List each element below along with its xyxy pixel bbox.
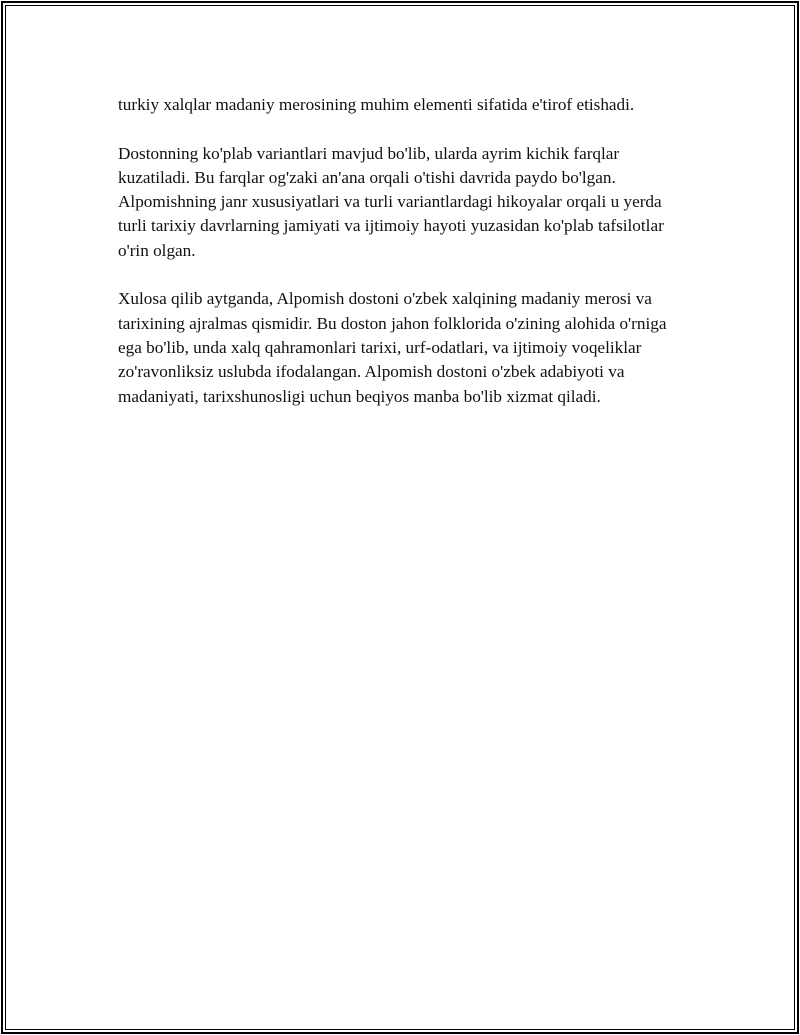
paragraph-3: Xulosa qilib aytganda, Alpomish dostoni o'zbek xalqining madaniy merosi va tarixining ajralmas qismidir. Bu doston jahon folklorida o'zining alohida o'rniga ega bo'lib, unda xalq qahramonlari tarixi, urf-odatlari, va ijtimoiy voqeliklar zo'ravonliksiz uslubda ifodalangan. Alpomish dostoni o'zbek adabiyoti va madaniyati, tarixshunosligi uchun beqiyos manba bo'lib xizmat qiladi. (118, 289, 667, 406)
document-body (118, 93, 690, 433)
paragraph-2: Dostonning ko'plab variantlari mavjud bo'lib, ularda ayrim kichik farqlar kuzatiladi. Bu farqlar og'zaki an'ana orqali o'tishi davrida paydo bo'lgan. Alpomishning janr xususiyatlari va turli variantlardagi hikoyalar orqali u yerda turli tarixiy davrlarning jamiyati va ijtimoiy hayoti yuzasidan ko'plab tafsilotlar o'rin olgan. (118, 143, 664, 260)
paragraph-1: turkiy xalqlar madaniy merosining muhim elementi sifatida e'tirof etishadi. (118, 95, 635, 114)
